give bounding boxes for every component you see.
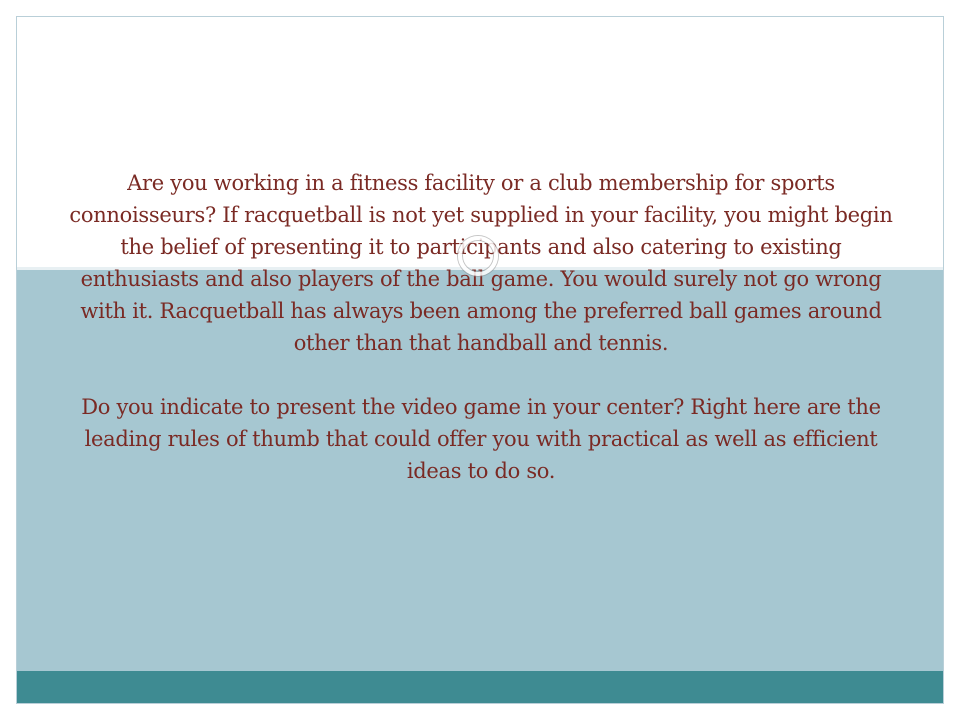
slide-paragraph-2: Do you indicate to present the video game in your center? Right here are the leading rules of thumb that could offer you with practical as well as efficient ideas to do so. bbox=[81, 395, 881, 483]
slide-footer-band bbox=[17, 671, 943, 703]
slide bbox=[16, 16, 944, 704]
slide-paragraph-1: Are you working in a fitness facility or a club membership for sports connoisseurs? If racquetball is not yet supplied in your facility, you might begin the belief of presenting it to participants and also catering to existing enthusiasts and also players of the ball game. You would surely not go wrong with it. Racquetball has always been among the preferred ball games around other than that handball and tennis. bbox=[69, 171, 893, 355]
loading-cursor-icon bbox=[458, 236, 498, 276]
slide-text bbox=[17, 167, 944, 487]
